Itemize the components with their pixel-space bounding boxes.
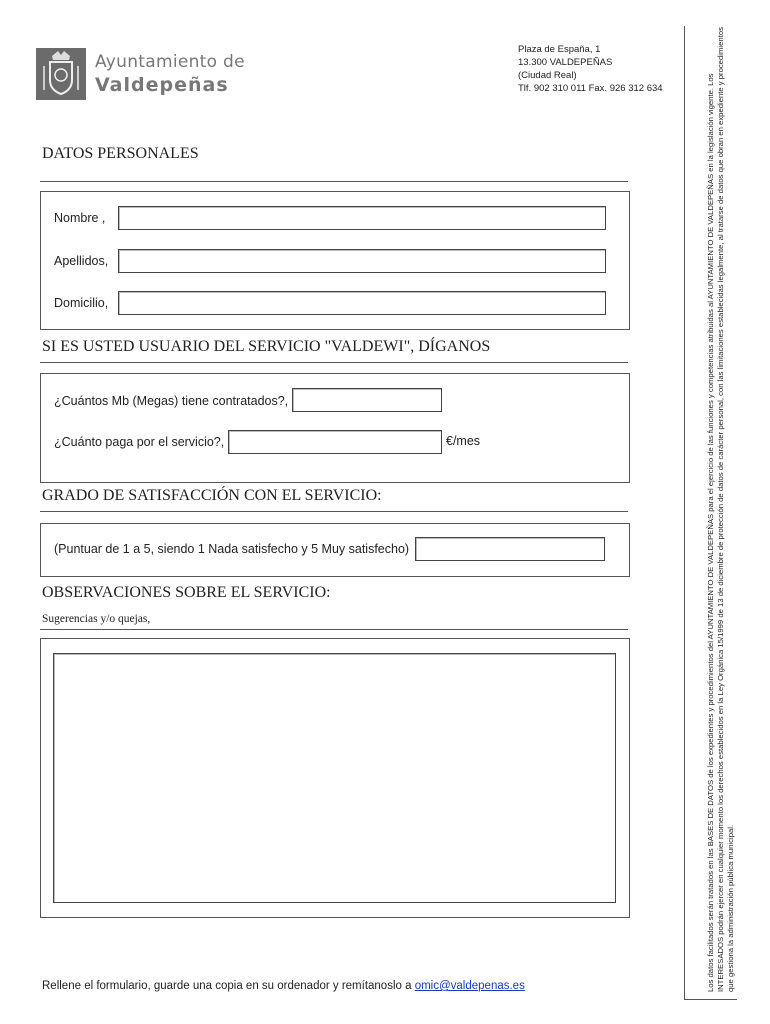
divider: [40, 362, 628, 363]
divider: [40, 629, 628, 630]
paga-unit: €/mes: [446, 434, 481, 448]
address-line: Plaza de España, 1: [518, 44, 601, 55]
domicilio-label: Domicilio,: [54, 296, 109, 310]
logo-city: Valdepeñas: [95, 74, 229, 96]
megas-field[interactable]: [292, 388, 442, 412]
apellidos-field[interactable]: [118, 249, 606, 273]
apellidos-label: Apellidos,: [54, 254, 109, 268]
divider: [40, 511, 628, 512]
domicilio-field[interactable]: [118, 291, 606, 315]
address-line: Tlf. 902 310 011 Fax. 926 312 634: [518, 83, 663, 94]
paga-field[interactable]: [228, 430, 442, 454]
puntuar-label: (Puntuar de 1 a 5, siendo 1 Nada satisfecho y 5 Muy satisfecho): [54, 542, 410, 556]
nombre-field[interactable]: [118, 206, 606, 230]
email-link[interactable]: omic@valdepenas.es: [414, 980, 525, 992]
section-title-personal: DATOS PERSONALES: [42, 145, 199, 162]
logo-title: Ayuntamiento de: [95, 52, 245, 72]
paga-label: ¿Cuánto paga por el servicio?,: [54, 435, 225, 449]
divider: [40, 181, 628, 182]
puntuacion-field[interactable]: [415, 537, 605, 561]
address-block: [518, 43, 663, 95]
nombre-label: Nombre ,: [54, 211, 106, 225]
footer-instructions: [42, 980, 525, 992]
section-title-grado: GRADO DE SATISFACCIÓN CON EL SERVICIO:: [42, 487, 382, 504]
coat-of-arms-logo: [36, 48, 86, 100]
address-line: 13.300 VALDEPEÑAS: [518, 57, 613, 68]
address-line: (Ciudad Real): [518, 70, 577, 81]
megas-label: ¿Cuántos Mb (Megas) tiene contratados?,: [54, 394, 289, 408]
section-title-observaciones: OBSERVACIONES SOBRE EL SERVICIO:: [42, 584, 331, 601]
footer-text: Rellene el formulario, guarde una copia en su ordenador y remítanoslo a: [42, 980, 415, 992]
sugerencias-textarea[interactable]: [53, 653, 616, 903]
sugerencias-label: Sugerencias y/o quejas,: [42, 613, 151, 625]
section-title-usuario: SI ES USTED USUARIO DEL SERVICIO "VALDEWI", DÍGANOS: [42, 338, 491, 355]
legal-notice: Los datos facilitados serán tratados en las BASES DE DATOS de los expedientes y procedimientos del AYUNTAMIENTO DE VALDEPEÑAS para el ejercicio de las funciones y competencias atribuidas al AYUNTAMIENTO DE VALDEPEÑAS en la legislación vigente. Los INTERESADOS podrán ejercer en cualquier momento los derechos establecidos en la Ley Orgánica 15/1999 de 13 de diciembre de protección de datos de carácter personal, con las limitaciones establecidas legalmente, al tratarse de datos que obran en expediente y procedimientos que gestiona la administración pública municipal.: [706, 27, 735, 992]
